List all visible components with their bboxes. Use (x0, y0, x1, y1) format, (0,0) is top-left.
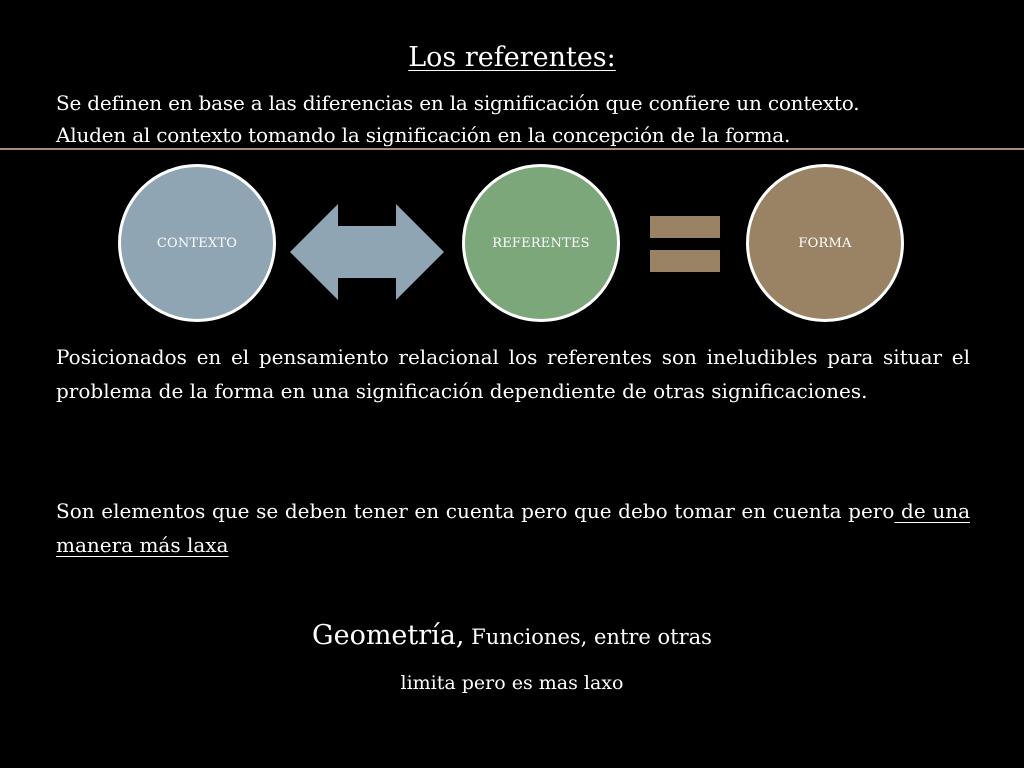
node-contexto (118, 164, 276, 322)
divider-rule (0, 148, 1024, 150)
node-forma-label: FORMA (798, 235, 852, 251)
paragraph-elements-underlined: de una manera más laxa (56, 499, 971, 557)
intro-line-1: Se definen en base a las diferencias en la significación que confiere un contexto. (56, 91, 860, 115)
paragraph-elements-text: Son elementos que se deben tener en cuenta pero que debo tomar en cuenta pero (56, 499, 895, 523)
footer-rest: Funciones, entre otras (464, 625, 712, 649)
paragraph-relational: Posicionados en el pensamiento relacional los referentes son ineludibles para situar el problema de la forma en una significación dependiente de otras significaciones. (56, 345, 970, 403)
node-referentes (462, 164, 620, 322)
double-arrow-icon (290, 204, 444, 300)
node-referentes-label: REFERENTES (492, 235, 590, 251)
slide-title (0, 40, 1024, 76)
footer-heading (0, 620, 1024, 651)
paragraph-elements (56, 494, 970, 562)
node-forma (746, 164, 904, 322)
footer-note: limita pero es mas laxo (400, 672, 624, 694)
slide-title-text: Los referentes: (408, 42, 616, 73)
intro-line-2: Aluden al contexto tomando la significación en la concepción de la forma. (56, 123, 791, 147)
intro-text (56, 87, 971, 151)
concept-diagram (0, 160, 1024, 330)
footer-emphasis: Geometría, (312, 620, 465, 651)
node-contexto-label: CONTEXTO (156, 235, 238, 251)
equals-icon (650, 216, 720, 274)
